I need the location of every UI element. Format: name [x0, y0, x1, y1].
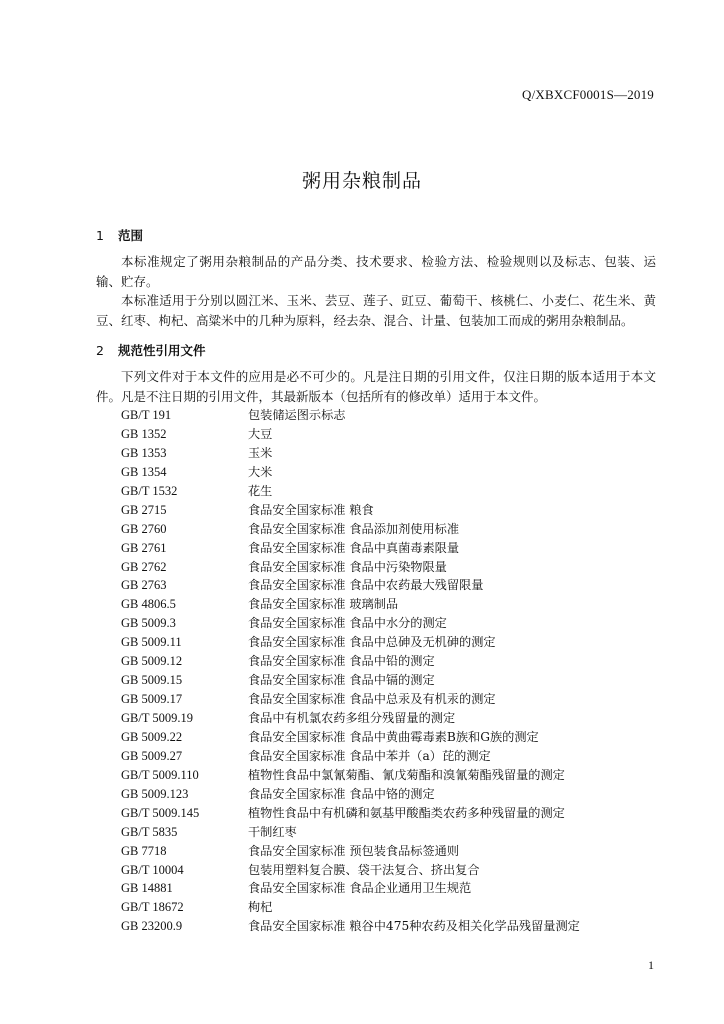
reference-code: GB/T 191 [121, 408, 172, 422]
reference-title: 食品安全国家标准 食品中黄曲霉毒素B族和G族的测定 [248, 729, 539, 744]
reference-code: GB/T 5835 [121, 824, 178, 839]
reference-code: GB 1352 [121, 426, 167, 441]
reference-title: 大豆 [248, 426, 273, 441]
paragraph: 下列文件对于本文件的应用是必不可少的。凡是注日期的引用文件，仅注日期的版本适用于本文件。凡是不注日期的引用文件，其最新版本（包括所有的修改单）适用于本文件。 [96, 369, 656, 404]
reference-title: 包装用塑料复合膜、袋干法复合、挤出复合 [248, 862, 480, 877]
reference-code: GB 1353 [121, 445, 167, 460]
reference-title: 食品安全国家标准 食品中铅的测定 [248, 654, 435, 669]
reference-title: 食品安全国家标准 预包装食品标签通则 [248, 843, 460, 858]
reference-title: 食品安全国家标准 食品添加剂使用标准 [248, 521, 460, 536]
reference-title: 大米 [248, 464, 273, 479]
reference-title: 食品安全国家标准 食品中铬的测定 [248, 786, 435, 801]
reference-code: GB 5009.123 [121, 786, 189, 801]
reference-code: GB 2760 [121, 521, 167, 536]
reference-title: 食品安全国家标准 食品中总汞及有机汞的测定 [248, 692, 496, 707]
reference-code: GB 14881 [121, 881, 173, 896]
reference-title: 植物性食品中氯氰菊酯、氰戊菊酯和溴氰菊酯残留量的测定 [248, 767, 565, 782]
section-number: 1 [96, 228, 104, 243]
reference-title: 干制红枣 [248, 824, 297, 839]
section-heading-normative-references [96, 341, 206, 359]
reference-code: GB 2761 [121, 540, 167, 555]
reference-title: 食品安全国家标准 食品企业通用卫生规范 [248, 881, 472, 896]
paragraph: 本标准适用于分别以圆江米、玉米、芸豆、莲子、豇豆、葡萄干、核桃仁、小麦仁、花生米、黄豆、红枣、枸杞、高粱米中的几种为原料，经去杂、混合、计量、包装加工而成的粥用杂粮制品。 [96, 293, 656, 328]
reference-title: 食品安全国家标准 食品中污染物限量 [248, 559, 447, 574]
reference-code: GB/T 1532 [121, 483, 178, 498]
reference-title: 玉米 [248, 445, 273, 460]
reference-title: 食品中有机氯农药多组分残留量的测定 [248, 711, 456, 725]
reference-code: GB 2762 [121, 559, 167, 574]
reference-title: 包装储运图示标志 [248, 408, 346, 422]
reference-title: 食品安全国家标准 粮食 [248, 502, 374, 517]
document-title: 粥用杂粮制品 [301, 170, 422, 192]
reference-code: GB/T 5009.110 [121, 767, 199, 782]
reference-code: GB/T 5009.145 [121, 805, 200, 820]
reference-code: GB 5009.27 [121, 748, 183, 763]
reference-code: GB/T 10004 [121, 862, 184, 877]
reference-title: 植物性食品中有机磷和氨基甲酸酯类农药多种残留量的测定 [248, 805, 565, 820]
reference-title: 枸杞 [248, 900, 273, 915]
reference-title: 花生 [248, 483, 273, 498]
section-heading-scope [96, 226, 143, 244]
page-number: 1 [648, 958, 654, 972]
reference-code: GB 4806.5 [121, 597, 176, 612]
reference-code: GB 5009.22 [121, 729, 183, 744]
section-title: 范围 [118, 228, 144, 243]
reference-title: 食品安全国家标准 食品中镉的测定 [248, 673, 435, 688]
reference-code: GB 5009.12 [121, 654, 183, 669]
reference-code: GB 2715 [121, 502, 167, 517]
reference-code: GB/T 18672 [121, 900, 184, 915]
reference-title: 食品安全国家标准 食品中真菌毒素限量 [248, 540, 460, 555]
reference-title: 食品安全国家标准 食品中苯并（a）芘的测定 [248, 748, 491, 763]
reference-code: GB 2763 [121, 578, 167, 593]
reference-code: GB 23200.9 [121, 919, 183, 934]
reference-code: GB 7718 [121, 843, 167, 858]
reference-code: GB 1354 [121, 464, 167, 479]
reference-code: GB 5009.17 [121, 692, 183, 707]
paragraph: 本标准规定了粥用杂粮制品的产品分类、技术要求、检验方法、检验规则以及标志、包装、运输、贮存。 [96, 254, 656, 289]
reference-title: 食品安全国家标准 粮谷中475种农药及相关化学品残留量测定 [248, 919, 580, 934]
reference-title: 食品安全国家标准 玻璃制品 [248, 597, 399, 612]
section-number: 2 [96, 343, 104, 358]
section-title: 规范性引用文件 [118, 343, 206, 358]
reference-title: 食品安全国家标准 食品中总砷及无机砷的测定 [248, 635, 496, 650]
document-code: Q/XBXCF0001S—2019 [522, 87, 654, 102]
reference-code: GB 5009.11 [121, 635, 182, 650]
reference-code: GB/T 5009.19 [121, 711, 193, 725]
reference-title: 食品安全国家标准 食品中农药最大残留限量 [248, 578, 484, 593]
reference-code: GB 5009.3 [121, 616, 176, 631]
reference-title: 食品安全国家标准 食品中水分的测定 [248, 616, 447, 631]
reference-code: GB 5009.15 [121, 673, 183, 688]
